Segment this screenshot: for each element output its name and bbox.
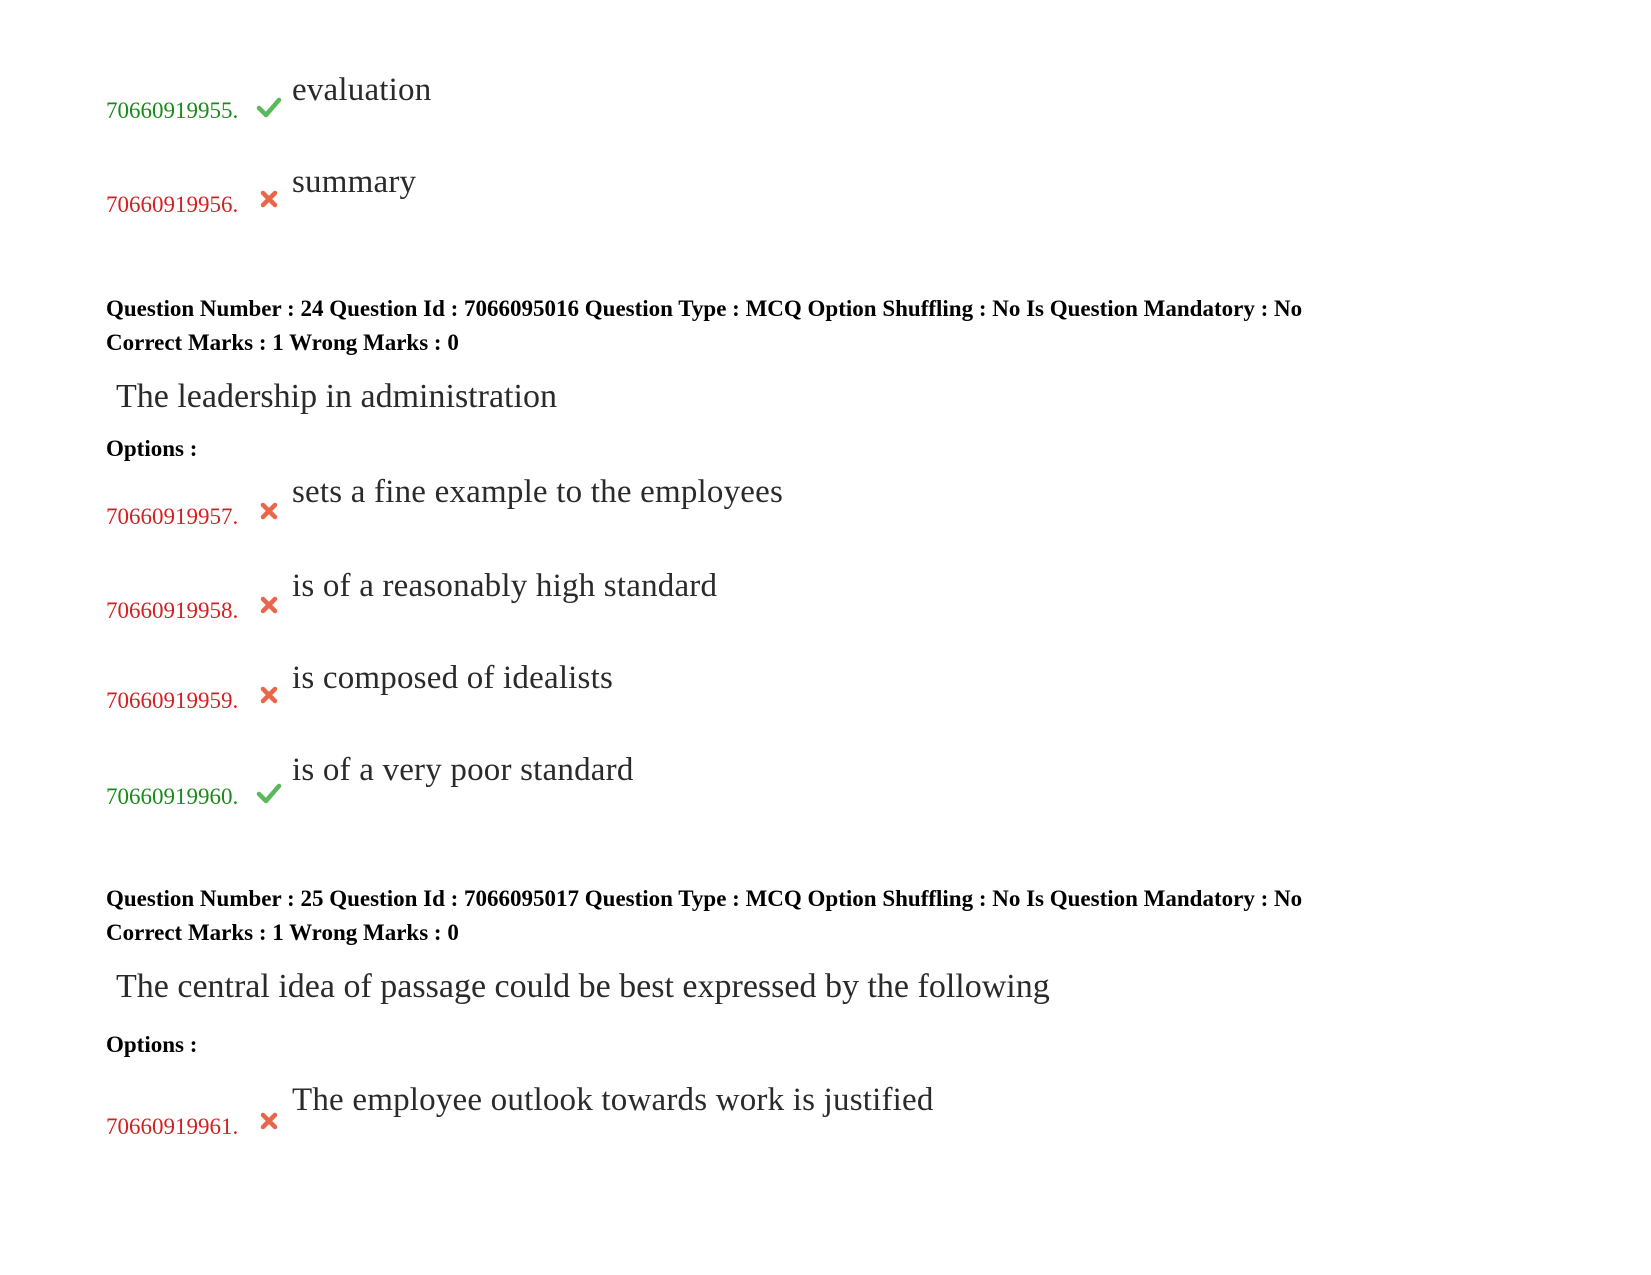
question-marks-line: Correct Marks : 1 Wrong Marks : 0 — [106, 920, 459, 945]
option-text: summary — [292, 164, 417, 200]
options-label: Options : — [106, 1032, 198, 1057]
option-id: 70660919957. — [106, 504, 239, 529]
option-row — [106, 1080, 1306, 1140]
check-icon — [256, 94, 282, 120]
option-id: 70660919955. — [106, 98, 239, 123]
check-icon — [256, 780, 282, 806]
option-row — [106, 566, 1306, 626]
option-text: sets a fine example to the employees — [292, 474, 784, 510]
question-marks-line: Correct Marks : 1 Wrong Marks : 0 — [106, 330, 459, 355]
option-row — [106, 752, 1306, 812]
option-row — [106, 470, 1306, 530]
option-id: 70660919959. — [106, 688, 239, 713]
option-id: 70660919956. — [106, 192, 239, 217]
option-text: The employee outlook towards work is justified — [292, 1082, 934, 1118]
option-row — [106, 72, 1306, 132]
option-id: 70660919961. — [106, 1114, 239, 1139]
cross-icon — [256, 682, 282, 708]
cross-icon — [256, 186, 282, 212]
options-label: Options : — [106, 436, 198, 461]
option-id: 70660919958. — [106, 598, 239, 623]
option-id: 70660919960. — [106, 784, 239, 809]
cross-icon — [256, 498, 282, 524]
option-row — [106, 166, 1306, 226]
cross-icon — [256, 1108, 282, 1134]
question-meta-line: Question Number : 24 Question Id : 7066095016 Question Type : MCQ Option Shuffling : No Is Question Mandatory : No — [106, 296, 1303, 321]
option-text: is of a very poor standard — [292, 752, 634, 788]
option-text: is of a reasonably high standard — [292, 568, 718, 604]
question-text: The central idea of passage could be best expressed by the following — [116, 968, 1050, 1005]
question-text: The leadership in administration — [116, 378, 557, 415]
option-text: evaluation — [292, 72, 432, 108]
cross-icon — [256, 592, 282, 618]
question-meta-line: Question Number : 25 Question Id : 7066095017 Question Type : MCQ Option Shuffling : No Is Question Mandatory : No — [106, 886, 1303, 911]
option-text: is composed of idealists — [292, 660, 614, 696]
option-row — [106, 660, 1306, 720]
